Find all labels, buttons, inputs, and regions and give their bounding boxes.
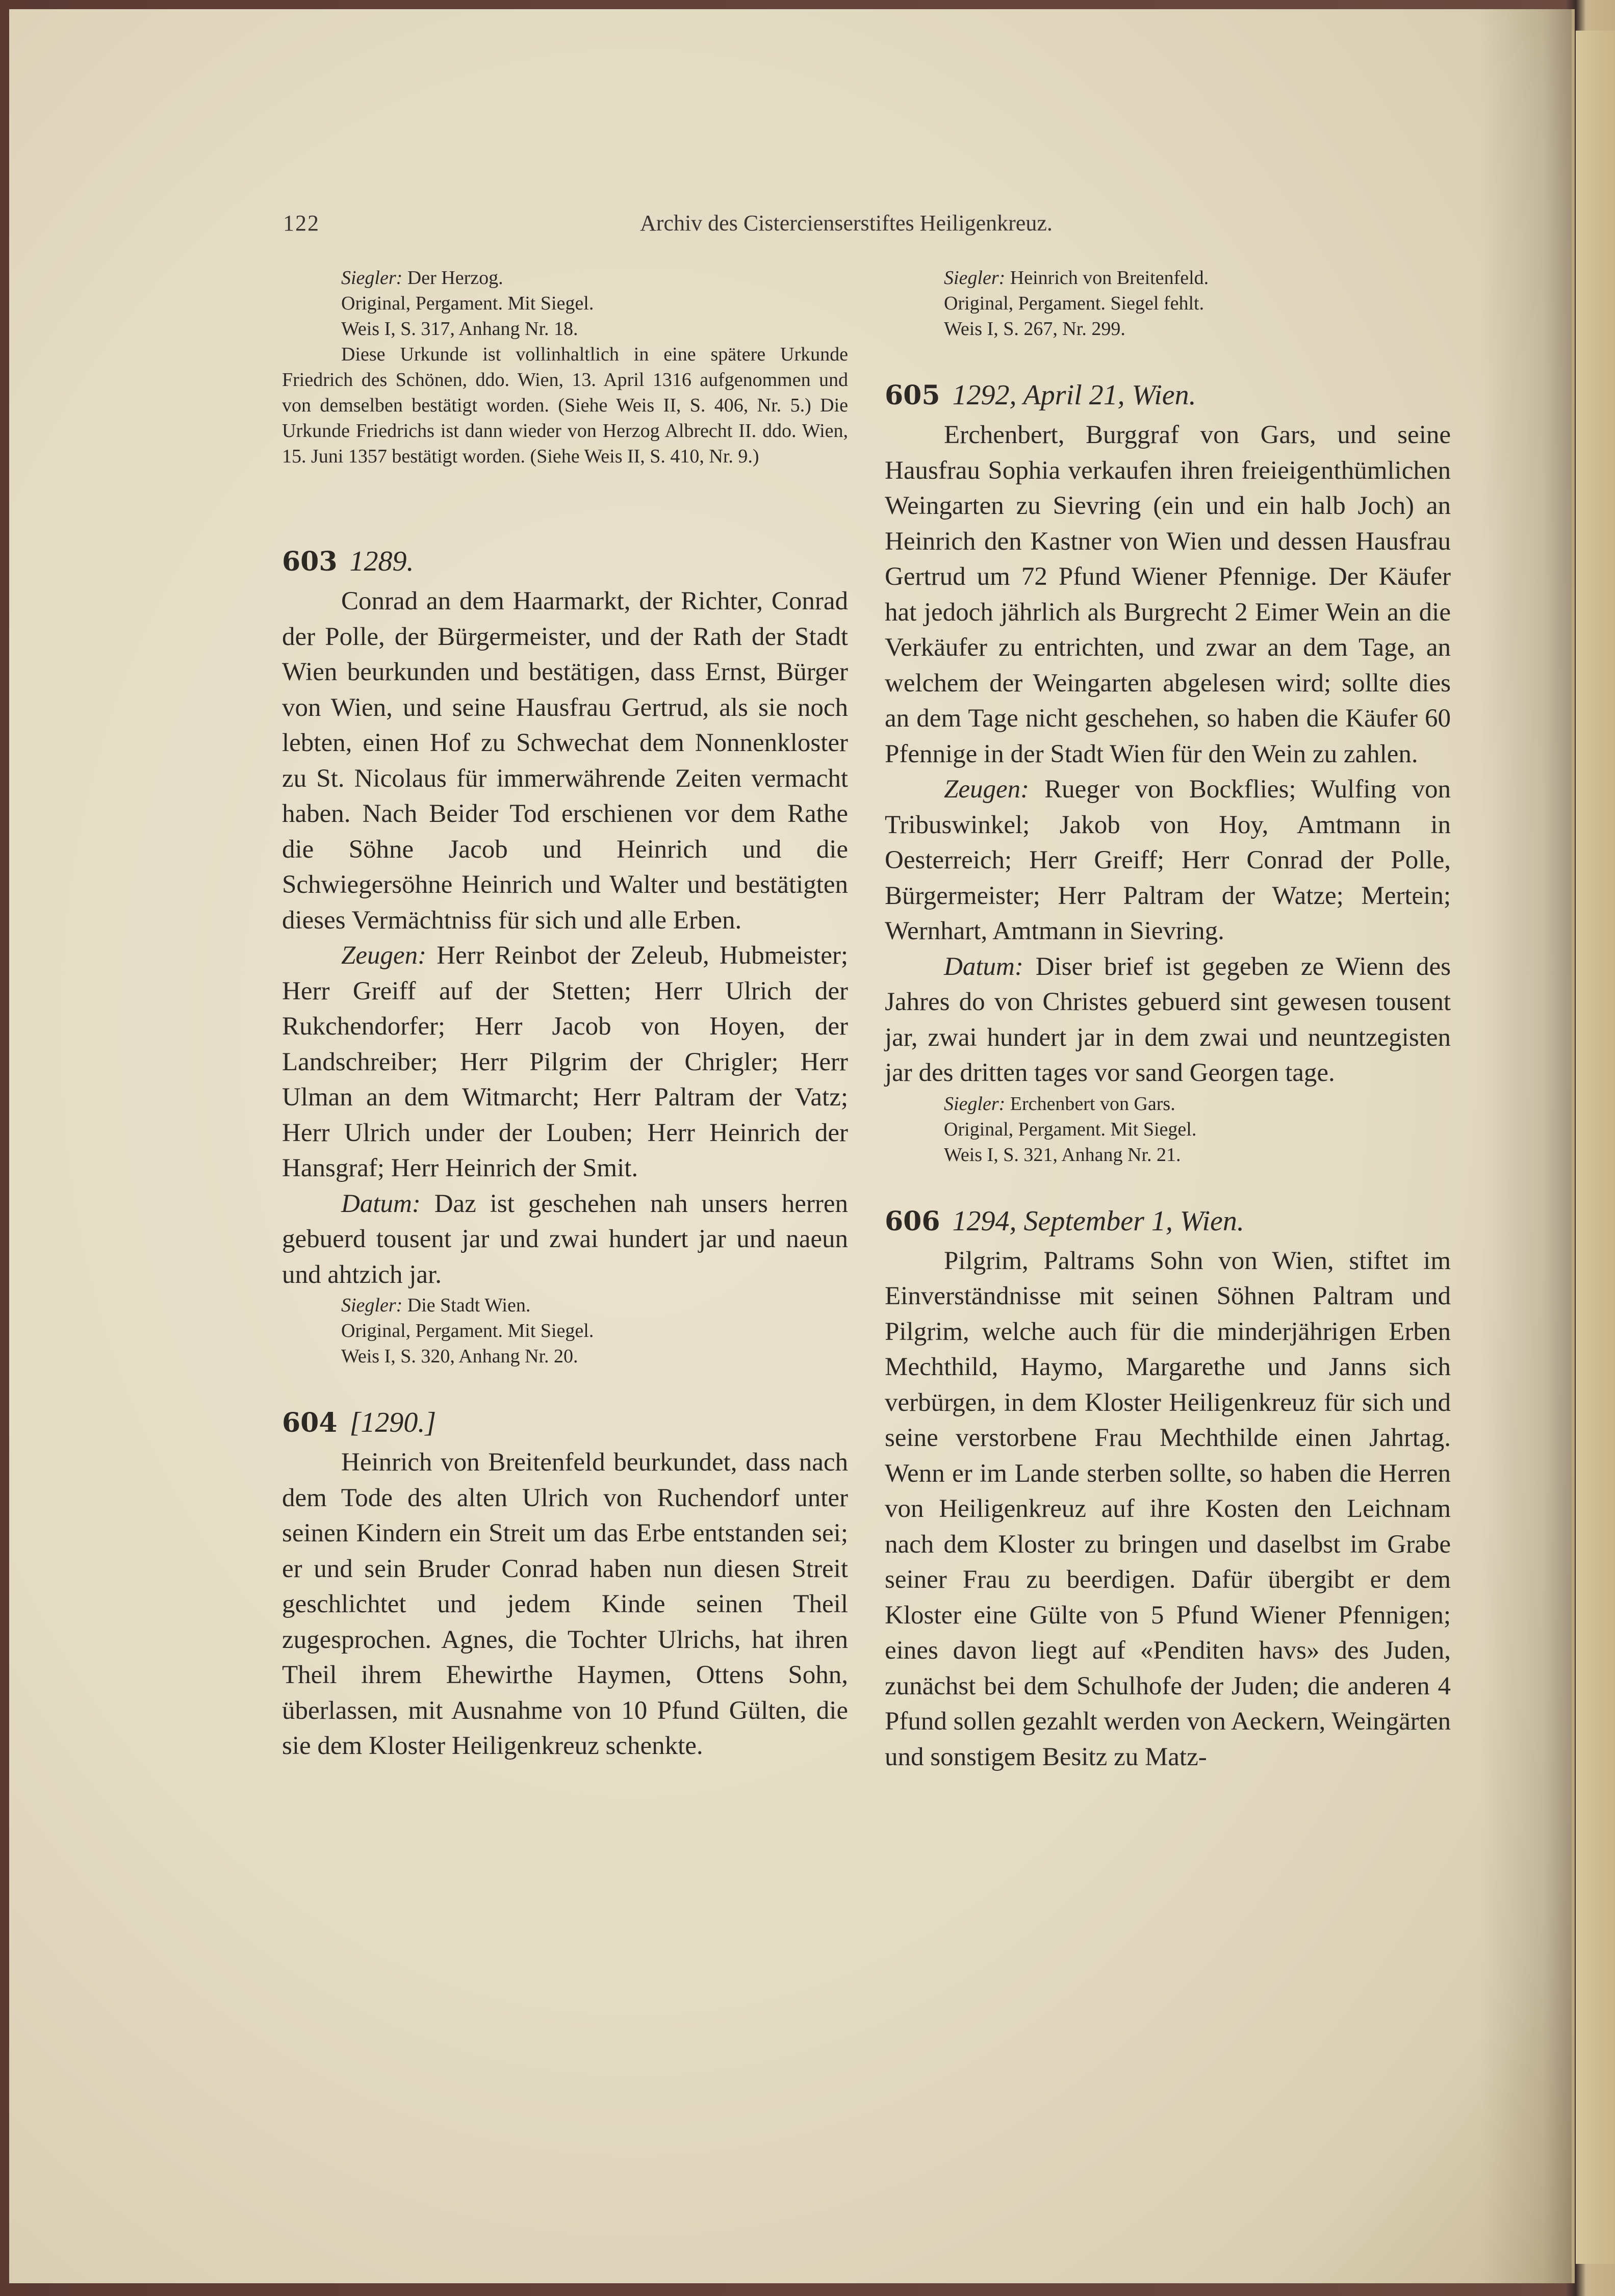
- next-page-edge: [1576, 31, 1615, 2264]
- siegler-line: Siegler: Die Stadt Wien.: [341, 1295, 531, 1316]
- zeugen-paragraph: Zeugen: Herr Reinbot der Zeleub, Hubmeister; Herr Greiff auf der Stetten; Herr Ulrich der Rukchendorfer; Herr Jacob von Hoyen, der Landschreiber; Herr Pilgrim der Chrigler; Herr Ulman an dem Witmarcht; Herr Paltram der Vatz; Herr Ulrich under der Louben; Herr Heinrich der Hansgraf; Herr Heinrich der Smit.: [282, 941, 848, 1182]
- entry-date: [1290.]: [349, 1407, 437, 1438]
- reference-line: Weis I, S. 320, Anhang Nr. 20.: [341, 1346, 578, 1367]
- entry-number: 603: [282, 546, 338, 577]
- entry-heading: [885, 377, 1451, 414]
- siegler-line: Siegler: Heinrich von Breitenfeld.: [944, 267, 1209, 289]
- reference-line: Weis I, S. 317, Anhang Nr. 18.: [341, 318, 578, 340]
- right-column: [885, 265, 1451, 1775]
- prev-entry-notes: [282, 265, 848, 530]
- editorial-note: Diese Urkunde ist vollinhaltlich in eine spätere Urkunde Friedrich des Schönen, ddo. Wien, 13. April 1316 aufgenommen und von demselben bestätigt worden. (Siehe Weis II, S. 406, Nr. 5.) Die Urkunde Friedrichs ist dann wieder von Herzog Albrecht II. ddo. Wien, 15. Juni 1357 bestätigt worden. (Siehe Weis II, S. 410, Nr. 9.): [282, 344, 848, 467]
- zeugen-paragraph: Zeugen: Rueger von Bockflies; Wulfing von Tribuswinkel; Jakob von Hoy, Amtmann in Oesterreich; Herr Greiff; Herr Conrad der Polle, Bürgermeister; Herr Paltram der Watze; Mertein; Wernhart, Amtmann in Sievring.: [885, 775, 1451, 945]
- reference-line: Weis I, S. 267, Nr. 299.: [944, 318, 1125, 340]
- entry-body: Pilgrim, Paltrams Sohn von Wien, stiftet im Einverständnisse mit seinen Söhnen Paltram und Pilgrim, welche auch für die minderjährigen Erben Mechthild, Haymo, Margarethe und Janns sich verbürgen, in dem Kloster Heiligenkreuz für sich und seine verstorbene Frau Mechthilde einen Jahrtag. Wenn er im Lande sterben sollte, so haben die Herren von Heiligenkreuz auf ihre Kosten den Leichnam nach dem Kloster zu bringen und daselbst im Grabe seiner Frau zu beerdigen. Dafür übergibt er dem Kloster eine Gülte von 5 Pfund Wiener Pfennigen; eines davon liegt auf «Penditen havs» des Juden, zunächst bei dem Schulhofe der Juden; die anderen 4 Pfund sollen gezahlt werden von Aeckern, Weingärten und sonstigem Besitz zu Matz-: [885, 1246, 1451, 1771]
- entry-606: [885, 1203, 1451, 1775]
- entry-body: Heinrich von Breitenfeld beurkundet, dass nach dem Tode des alten Ulrich von Ruchendorf unter seinen Kindern ein Streit um das Erbe entstanden sei; er und sein Bruder Conrad haben nun diesen Streit geschlichtet und jedem Kinde seinen Theil zugesprochen. Agnes, die Tochter Ulrichs, hat ihren Theil ihrem Ehewirthe Haymen, Ottens Sohn, überlassen, mit Ausnahme von 10 Pfund Gülten, die sie dem Kloster Heiligenkreuz schenkte.: [282, 1448, 848, 1760]
- entry-605: [885, 377, 1451, 1168]
- running-head: [283, 210, 1099, 246]
- datum-paragraph: Datum: Diser brief ist gegeben ze Wienn des Jahres do von Christes gebuerd sint gewesen tousent jar, zwai hundert jar in dem zwai und neuntzegisten jar des dritten tages vor sand Georgen tage.: [885, 952, 1451, 1087]
- running-title: Archiv des Cistercienserstiftes Heiligenkreuz.: [640, 211, 1053, 236]
- entry-body: Erchenbert, Burggraf von Gars, und seine Hausfrau Sophia verkaufen ihren freieigenthümlichen Weingarten zu Sievring (ein und ein halb Joch) an Heinrich den Kastner von Wien und dessen Hausfrau Gertrud um 72 Pfund Wiener Pfennige. Der Käufer hat jedoch jährlich als Burgrecht 2 Eimer Wein an die Verkäufer zu entrichten, und zwar an dem Tage, an welchem der Weingarten abgelesen wird; sollte dies an dem Tage nicht geschehen, so haben die Käufer 60 Pfennige in der Stadt Wien für den Wein zu zahlen.: [885, 421, 1451, 768]
- entry-heading: [885, 1203, 1451, 1240]
- entry-date: 1289.: [349, 546, 414, 577]
- entry-heading: [282, 1405, 848, 1441]
- entry-604: [282, 1405, 848, 1764]
- original-line: Original, Pergament. Mit Siegel.: [944, 1118, 1197, 1140]
- siegler-line: Siegler: Der Herzog.: [341, 267, 503, 289]
- page-gutter-shadow: [1480, 9, 1572, 2283]
- entry-date: 1294, September 1, Wien.: [952, 1205, 1244, 1237]
- entry-603: [282, 544, 848, 1369]
- left-column: [282, 265, 848, 1764]
- entry-604-notes: [885, 265, 1451, 342]
- original-line: Original, Pergament. Siegel fehlt.: [944, 293, 1204, 314]
- entry-number: 606: [885, 1205, 940, 1237]
- original-line: Original, Pergament. Mit Siegel.: [341, 293, 594, 314]
- entry-body: Conrad an dem Haarmarkt, der Richter, Conrad der Polle, der Bürgermeister, und der Rath der Stadt Wien beurkunden und bestätigen, dass Ernst, Bürger von Wien, und seine Hausfrau Gertrud, als sie noch lebten, einen Hof zu Schwechat dem Nonnenkloster zu St. Nicolaus für immerwährende Zeiten vermacht haben. Nach Beider Tod erschienen vor dem Rathe die Söhne Jacob und Heinrich und die Schwiegersöhne Heinrich und Walter und bestätigten dieses Vermächtniss für sich und alle Erben.: [282, 587, 848, 935]
- siegler-line: Siegler: Erchenbert von Gars.: [944, 1093, 1175, 1115]
- entry-number: 604: [282, 1407, 338, 1438]
- reference-line: Weis I, S. 321, Anhang Nr. 21.: [944, 1144, 1181, 1166]
- entry-date: 1292, April 21, Wien.: [952, 379, 1196, 411]
- page-number: 122: [283, 211, 320, 236]
- datum-paragraph: Datum: Daz ist geschehen nah unsers herren gebuerd tousent jar und zwai hundert jar und naeun und ahtzich jar.: [282, 1189, 849, 1289]
- entry-number: 605: [885, 380, 940, 411]
- original-line: Original, Pergament. Mit Siegel.: [341, 1320, 594, 1342]
- entry-heading: [282, 544, 848, 580]
